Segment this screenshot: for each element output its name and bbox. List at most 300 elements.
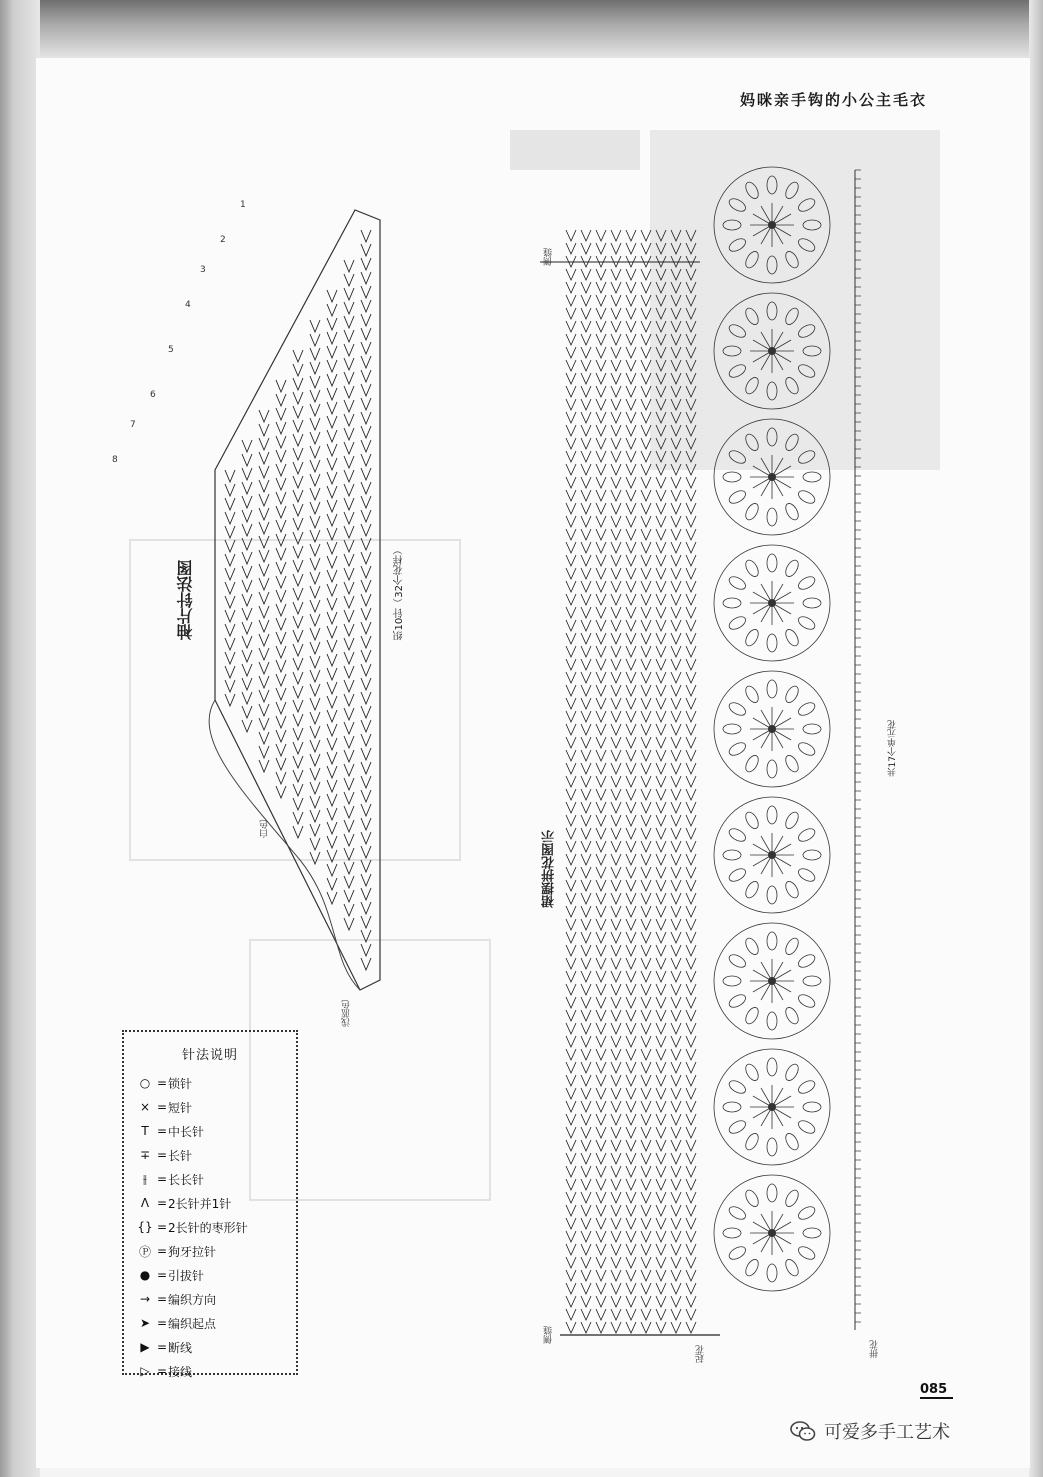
hem-stitch (566, 1153, 576, 1164)
sleeve-stitch (276, 478, 286, 490)
hem-stitch (641, 1153, 651, 1164)
sleeve-stitch (293, 532, 303, 544)
hem-stitch (686, 1088, 696, 1099)
hem-stitch (671, 685, 681, 696)
hem-stitch (686, 568, 696, 579)
hem-stitch (611, 932, 621, 943)
hem-stitch (581, 1140, 591, 1151)
sleeve-stitch (361, 594, 371, 606)
hem-stitch (686, 1023, 696, 1034)
stitch-symbol-icon: ➤ (139, 1316, 151, 1330)
hem-stitch (566, 737, 576, 748)
hem-stitch (656, 438, 666, 449)
sleeve-stitch (276, 772, 286, 784)
motif-petal (743, 558, 761, 579)
sleeve-stitch (259, 564, 269, 576)
hem-stitch (656, 1218, 666, 1229)
hem-stitch (626, 295, 636, 306)
motif-petal (767, 886, 777, 904)
hem-stitch (671, 230, 681, 241)
hem-stitch (671, 334, 681, 345)
hem-stitch (611, 1179, 621, 1190)
hem-stitch (686, 1179, 696, 1190)
hem-stitch (566, 763, 576, 774)
hem-stitch (626, 607, 636, 618)
hem-stitch (686, 1322, 696, 1333)
sleeve-stitch (242, 678, 252, 690)
hem-stitch (566, 373, 576, 384)
sleeve-stitch (242, 692, 252, 704)
legend-label: 锁针 (168, 1076, 193, 1091)
motif-petal (803, 976, 821, 986)
hem-stitch (581, 776, 591, 787)
hem-stitch (656, 1023, 666, 1034)
sleeve-stitch (310, 432, 320, 444)
hem-stitch (641, 672, 651, 683)
hem-stitch (671, 1296, 681, 1307)
motif-petal (727, 1078, 748, 1096)
hem-stitch (656, 932, 666, 943)
hem-stitch (581, 672, 591, 683)
hem-stitch (566, 594, 576, 605)
hem-stitch (686, 412, 696, 423)
hem-stitch (566, 230, 576, 241)
hem-stitch (656, 1257, 666, 1268)
hem-stitch (641, 646, 651, 657)
motif-petal (803, 598, 821, 608)
hem-stitch (671, 1088, 681, 1099)
motif-petal (727, 196, 748, 214)
sleeve-stitch (310, 544, 320, 556)
hem-stitch (566, 282, 576, 293)
sleeve-stitch (293, 798, 303, 810)
hem-stitch (611, 516, 621, 527)
hem-stitch (581, 1283, 591, 1294)
hem-stitch (686, 659, 696, 670)
sleeve-stitch (259, 676, 269, 688)
sleeve-stitch (259, 732, 269, 744)
hem-stitch (656, 425, 666, 436)
hem-stitch (581, 620, 591, 631)
hem-stitch (611, 854, 621, 865)
hem-stitch (671, 1179, 681, 1190)
sleeve-stitch (344, 680, 354, 692)
hem-stitch (641, 1023, 651, 1034)
sleeve-stitch (361, 412, 371, 424)
hem-stitch (626, 425, 636, 436)
sleeve-stitch (361, 314, 371, 326)
sleeve-stitch (361, 328, 371, 340)
hem-stitch (611, 451, 621, 462)
hem-stitch (596, 1036, 606, 1047)
hem-stitch (596, 1166, 606, 1177)
sleeve-stitch (276, 632, 286, 644)
sleeve-stitch (327, 458, 337, 470)
hem-stitch (626, 490, 636, 501)
hem-stitch (686, 919, 696, 930)
legend-label: 狗牙拉针 (168, 1244, 217, 1259)
hem-stitch (656, 347, 666, 358)
sleeve-stitch (361, 286, 371, 298)
hem-stitch (671, 854, 681, 865)
hem-stitch (671, 243, 681, 254)
hem-stitch (656, 1153, 666, 1164)
sleeve-stitch (276, 758, 286, 770)
sleeve-stitch (310, 502, 320, 514)
sleeve-stitch (242, 552, 252, 564)
hem-stitch (611, 1244, 621, 1255)
motif-petal (796, 952, 817, 970)
sleeve-stitch (242, 664, 252, 676)
hem-stitch (596, 932, 606, 943)
sleeve-stitch (310, 404, 320, 416)
hem-stitch (626, 841, 636, 852)
sleeve-stitch (276, 394, 286, 406)
hem-stitch (581, 1322, 591, 1333)
hem-stitch (671, 659, 681, 670)
hem-stitch (656, 360, 666, 371)
hem-stitch (641, 997, 651, 1008)
hem-stitch (566, 633, 576, 644)
motif-petal (767, 760, 777, 778)
motif-petal (723, 1102, 741, 1112)
hem-start-label: 起花 (696, 1345, 706, 1363)
hem-stitch (581, 1296, 591, 1307)
page-header-title: 妈咪亲手钩的小公主毛衣 (740, 91, 928, 109)
hem-stitch (566, 854, 576, 865)
sleeve-stitch (259, 480, 269, 492)
hem-stitch (596, 607, 606, 618)
sleeve-stitch (259, 634, 269, 646)
motif-petal (783, 180, 801, 201)
hem-stitch (596, 1023, 606, 1034)
sleeve-stitch (259, 648, 269, 660)
sleeve-stitch (361, 944, 371, 956)
hem-stitch (566, 997, 576, 1008)
sleeve-stitch (327, 304, 337, 316)
sleeve-stitch (361, 384, 371, 396)
hem-stitch (611, 1114, 621, 1125)
motif-petal (743, 810, 761, 831)
sleeve-stitch (293, 364, 303, 376)
hem-stitch (686, 672, 696, 683)
sleeve-stitch (259, 592, 269, 604)
hem-stitch (566, 438, 576, 449)
hem-stitch (566, 1010, 576, 1021)
legend-equals: = (156, 1292, 168, 1306)
hem-stitch (611, 1257, 621, 1268)
hem-stitch (626, 386, 636, 397)
hem-stitch (596, 659, 606, 670)
hem-stitch (581, 594, 591, 605)
hem-stitch (611, 919, 621, 930)
hem-stitch (611, 802, 621, 813)
hem-stitch (686, 282, 696, 293)
sleeve-stitch (327, 668, 337, 680)
hem-stitch (611, 438, 621, 449)
hem-stitch (641, 555, 651, 566)
hem-stitch (671, 1010, 681, 1021)
sleeve-stitch (310, 474, 320, 486)
hem-stitch (596, 711, 606, 722)
hem-stitch (626, 854, 636, 865)
hem-stitch (641, 802, 651, 813)
hem-stitch (671, 1153, 681, 1164)
motif-petal (796, 614, 817, 632)
sleeve-stitch (327, 696, 337, 708)
sleeve-stitch (310, 348, 320, 360)
legend-item (134, 1167, 286, 1191)
legend-label: 断线 (168, 1340, 193, 1355)
hem-stitch (686, 464, 696, 475)
hem-stitch (656, 685, 666, 696)
motif-petal (767, 1138, 777, 1156)
hem-stitch (626, 997, 636, 1008)
hem-stitch (656, 568, 666, 579)
hem-stitch (596, 1244, 606, 1255)
hem-stitch (671, 932, 681, 943)
hem-stitch (566, 386, 576, 397)
hem-stitch (656, 724, 666, 735)
sleeve-stitch (327, 654, 337, 666)
sleeve-stitch (293, 700, 303, 712)
hem-stitch (566, 984, 576, 995)
stitch-legend (122, 1030, 298, 1379)
legend-equals: = (156, 1172, 168, 1186)
hem-stitch (611, 880, 621, 891)
legend-label: 2长针并1针 (168, 1196, 232, 1211)
sleeve-stitch (327, 570, 337, 582)
hem-stitch (641, 1049, 651, 1060)
hem-stitch (626, 555, 636, 566)
hem-stitch (581, 880, 591, 891)
sleeve-stitch (310, 614, 320, 626)
hem-stitch (566, 893, 576, 904)
hem-stitch (641, 282, 651, 293)
motif-petal (743, 180, 761, 201)
hem-stitch (581, 529, 591, 540)
sleeve-stitch (293, 770, 303, 782)
hem-stitch (656, 1166, 666, 1177)
sleeve-stitch (327, 794, 337, 806)
hem-stitch (656, 1114, 666, 1125)
row-marker: 1 (240, 200, 246, 210)
sleeve-stitch (310, 390, 320, 402)
legend-item (134, 1095, 286, 1119)
hem-stitch (581, 763, 591, 774)
legend-label: 编织起点 (168, 1316, 217, 1331)
sleeve-stitch (344, 274, 354, 286)
hem-stitch (686, 1309, 696, 1320)
hem-stitch (611, 295, 621, 306)
hem-stitch (611, 776, 621, 787)
hem-stitch (686, 1192, 696, 1203)
hem-stitch (671, 919, 681, 930)
legend-equals: = (156, 1100, 168, 1114)
hem-stitch (596, 1075, 606, 1086)
hem-stitch (656, 529, 666, 540)
hem-stitch (581, 516, 591, 527)
hem-stitch (566, 1244, 576, 1255)
hem-stitch (671, 711, 681, 722)
hem-stitch (686, 1036, 696, 1047)
hem-stitch (626, 984, 636, 995)
hem-stitch (566, 919, 576, 930)
sleeve-stitch (361, 916, 371, 928)
motif-petal (783, 627, 801, 648)
hem-stitch (641, 1244, 651, 1255)
sleeve-stitch (310, 796, 320, 808)
hem-stitch (566, 360, 576, 371)
hem-stitch (581, 1049, 591, 1060)
hem-stitch (581, 1062, 591, 1073)
hem-stitch (611, 685, 621, 696)
hem-stitch (686, 1218, 696, 1229)
motif-center (768, 599, 776, 607)
stitch-symbol-icon: ⫲ (143, 1171, 147, 1186)
sleeve-stitch (361, 426, 371, 438)
sleeve-stitch (293, 434, 303, 446)
hem-stitch (611, 698, 621, 709)
motif-petal (767, 806, 777, 824)
hem-stitch (671, 958, 681, 969)
hem-stitch (671, 607, 681, 618)
hem-stitch (611, 269, 621, 280)
sleeve-stitch (344, 582, 354, 594)
hem-stitch (641, 1062, 651, 1073)
hem-stitch (581, 1179, 591, 1190)
hem-stitch (686, 1114, 696, 1125)
hem-stitch (596, 893, 606, 904)
hem-stitch (611, 1140, 621, 1151)
hem-stitch (566, 659, 576, 670)
hem-stitch (671, 1218, 681, 1229)
motif-center (768, 473, 776, 481)
sleeve-stitch (276, 660, 286, 672)
sleeve-stitch (310, 684, 320, 696)
hem-stitch (566, 711, 576, 722)
sleeve-stitch (259, 662, 269, 674)
hem-stitch (671, 399, 681, 410)
motif-petal (727, 322, 748, 340)
motif-petal (783, 1257, 801, 1278)
hem-stitch (611, 906, 621, 917)
hem-stitch (626, 1127, 636, 1138)
sleeve-stitch (361, 846, 371, 858)
sleeve-stitch (310, 600, 320, 612)
sleeve-stitch (242, 440, 252, 452)
sleeve-stitch (242, 538, 252, 550)
hem-stitch (671, 1062, 681, 1073)
sleeve-stitch (276, 520, 286, 532)
sleeve-stitch (327, 738, 337, 750)
stitch-symbol-icon: → (139, 1292, 151, 1306)
hem-stitch (581, 295, 591, 306)
hem-stitch (596, 724, 606, 735)
hem-stitch (566, 1101, 576, 1112)
sleeve-stitch (225, 596, 235, 608)
sleeve-stitch (259, 718, 269, 730)
hem-stitch (611, 555, 621, 566)
legend-item (134, 1311, 286, 1335)
hem-stitch (611, 503, 621, 514)
hem-stitch (641, 503, 651, 514)
sleeve-stitch (344, 344, 354, 356)
hem-stitch (566, 581, 576, 592)
hem-stitch (596, 542, 606, 553)
legend-label: 引拔针 (168, 1268, 205, 1283)
sleeve-stitch (225, 680, 235, 692)
sleeve-stitch (242, 482, 252, 494)
hem-stitch (566, 451, 576, 462)
sleeve-stitch (344, 358, 354, 370)
motif-petal (783, 684, 801, 705)
hem-stitch (686, 880, 696, 891)
hem-stitch (596, 425, 606, 436)
motif-petal (767, 382, 777, 400)
sleeve-stitch (327, 332, 337, 344)
hem-stitch (596, 464, 606, 475)
hem-stitch (566, 347, 576, 358)
legend-item (134, 1335, 286, 1359)
hem-stitch (656, 373, 666, 384)
hem-stitch (566, 1283, 576, 1294)
hem-stitch (641, 633, 651, 644)
hem-stitch (686, 607, 696, 618)
hem-stitch (641, 1075, 651, 1086)
hem-stitch (626, 1179, 636, 1190)
hem-stitch (581, 1231, 591, 1242)
hem-stitch (626, 1192, 636, 1203)
sleeve-stitch (293, 686, 303, 698)
hem-stitch (596, 347, 606, 358)
hem-stitch (656, 867, 666, 878)
sleeve-stitch (344, 736, 354, 748)
sleeve-stitch (310, 586, 320, 598)
motif-petal (767, 634, 777, 652)
hem-stitch (671, 503, 681, 514)
hem-stitch (671, 763, 681, 774)
hem-stitch (641, 451, 651, 462)
hem-stitch (626, 620, 636, 631)
hem-stitch (671, 1322, 681, 1333)
sleeve-stitch (344, 722, 354, 734)
hem-stitch (581, 906, 591, 917)
hem-stitch (641, 1296, 651, 1307)
hem-stitch (671, 971, 681, 982)
motif-center (768, 1103, 776, 1111)
hem-stitch (611, 789, 621, 800)
sleeve-stitch (293, 420, 303, 432)
hem-stitch (611, 1309, 621, 1320)
hem-stitch (581, 464, 591, 475)
hem-stitch (626, 763, 636, 774)
sleeve-stitch (327, 626, 337, 638)
hem-stitch (596, 581, 606, 592)
hem-stitch (626, 1231, 636, 1242)
hem-stitch (626, 711, 636, 722)
sleeve-stitch (276, 786, 286, 798)
sleeve-stitch (225, 610, 235, 622)
hem-stitch (656, 607, 666, 618)
hem-stitch (566, 958, 576, 969)
hem-stitch (671, 1101, 681, 1112)
legend-items (134, 1071, 286, 1383)
motif-petal (743, 753, 761, 774)
sleeve-stitch (327, 766, 337, 778)
hem-stitch (581, 971, 591, 982)
hem-stitch (626, 906, 636, 917)
